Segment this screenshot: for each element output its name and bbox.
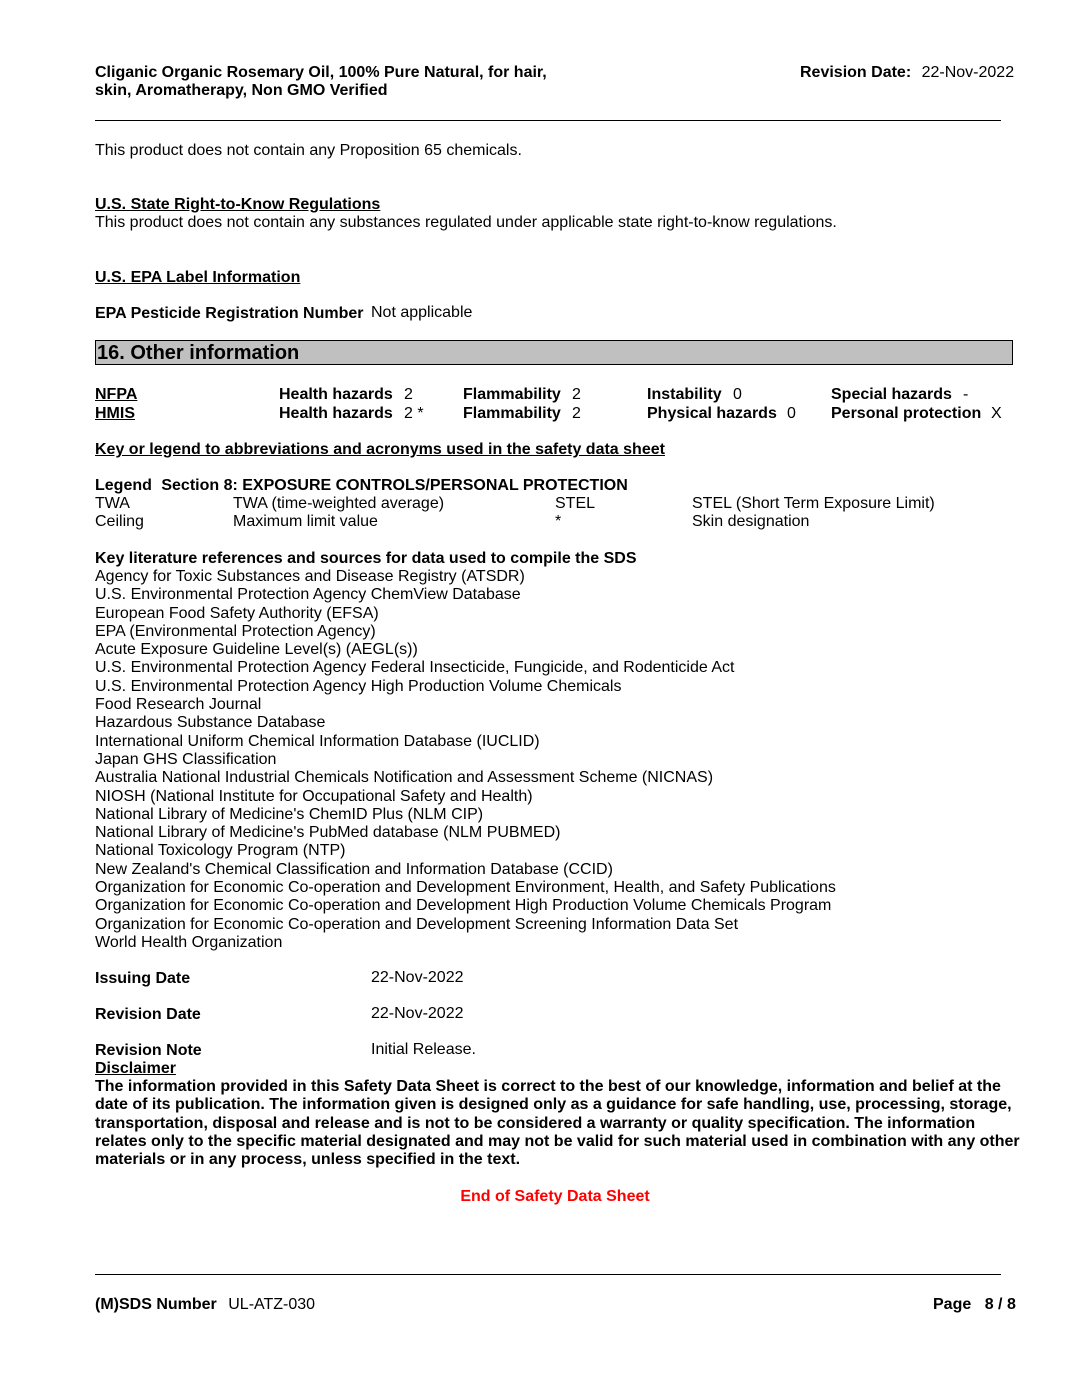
hmis-flammability-label: Flammability <box>463 405 561 422</box>
reference-item: U.S. Environmental Protection Agency Federal Insecticide, Fungicide, and Rodenticide Act <box>95 659 735 677</box>
footer-sds-number <box>95 1296 315 1314</box>
hmis-health-value: 2 * <box>404 405 424 422</box>
product-name-line1: Cliganic Organic Rosemary Oil, 100% Pure Natural, for hair, <box>95 64 547 81</box>
hmis-protection-label: Personal protection <box>831 405 982 422</box>
section-16-title: 16. Other information <box>97 342 300 364</box>
reference-item: National Library of Medicine's PubMed database (NLM PUBMED) <box>95 824 561 842</box>
reference-item: NIOSH (National Institute for Occupational Safety and Health) <box>95 787 533 805</box>
header-divider <box>95 120 1001 121</box>
issuing-date-label: Issuing Date <box>95 970 191 987</box>
reference-item: Australia National Industrial Chemicals Notification and Assessment Scheme (NICNAS) <box>95 769 714 787</box>
reference-item: National Toxicology Program (NTP) <box>95 842 346 860</box>
revision-note-label: Revision Note <box>95 1042 202 1059</box>
header-revision-value: 22-Nov-2022 <box>921 64 1015 81</box>
hmis-physical-value: 0 <box>787 405 796 422</box>
header-revision <box>800 64 1014 82</box>
legend-row-2-abbr: Ceiling <box>95 513 144 530</box>
reference-item: U.S. Environmental Protection Agency High Production Volume Chemicals <box>95 677 622 695</box>
reference-item: Organization for Economic Co-operation and Development High Production Volume Chemicals Program <box>95 897 832 915</box>
epa-label-heading: U.S. EPA Label Information <box>95 269 301 286</box>
prop65-text: This product does not contain any Proposition 65 chemicals. <box>95 142 522 159</box>
legend-row-1-abbr: TWA <box>95 495 130 512</box>
legend-row-2-abbr2: * <box>555 513 562 530</box>
nfpa-instability-label: Instability <box>647 386 722 403</box>
hmis-physical-label: Physical hazards <box>647 405 777 422</box>
end-of-sds: End of Safety Data Sheet <box>460 1188 650 1205</box>
hmis-health-label: Health hazards <box>279 405 393 422</box>
page-number: 8 / 8 <box>984 1296 1016 1313</box>
legend-row-2-desc2: Skin designation <box>692 513 810 530</box>
reference-item: EPA (Environmental Protection Agency) <box>95 622 376 640</box>
reference-item: Agency for Toxic Substances and Disease Registry (ATSDR) <box>95 568 525 585</box>
hmis-label: HMIS <box>95 405 135 422</box>
revision-date-value: 22-Nov-2022 <box>371 1005 464 1022</box>
reference-item: Acute Exposure Guideline Level(s) (AEGL(s)) <box>95 641 418 659</box>
issuing-date-value: 22-Nov-2022 <box>371 969 464 986</box>
reference-item: U.S. Environmental Protection Agency ChemView Database <box>95 586 521 604</box>
legend-row-1-abbr2: STEL <box>555 495 596 512</box>
reference-item: Hazardous Substance Database <box>95 714 326 732</box>
revision-note-value: Initial Release. <box>371 1041 476 1058</box>
reference-item: Japan GHS Classification <box>95 750 277 768</box>
references-list <box>95 568 975 952</box>
nfpa-label: NFPA <box>95 386 138 403</box>
hmis-flammability-value: 2 <box>572 405 581 422</box>
epa-reg-label: EPA Pesticide Registration Number <box>95 305 364 322</box>
reference-item: World Health Organization <box>95 933 283 951</box>
reference-item: International Uniform Chemical Information Database (IUCLID) <box>95 732 540 750</box>
nfpa-special-label: Special hazards <box>831 386 952 403</box>
revision-date-label: Revision Date <box>95 1006 201 1023</box>
disclaimer-heading: Disclaimer <box>95 1060 176 1077</box>
nfpa-flammability-label: Flammability <box>463 386 561 403</box>
reference-item: Food Research Journal <box>95 696 262 714</box>
legend-row-2-desc: Maximum limit value <box>233 513 378 530</box>
legend-row-1-desc: TWA (time-weighted average) <box>233 495 445 512</box>
reference-item: Organization for Economic Co-operation and Development Screening Information Data Set <box>95 915 739 933</box>
state-rtk-heading: U.S. State Right-to-Know Regulations <box>95 196 381 213</box>
reference-item: Organization for Economic Co-operation and Development Environment, Health, and Safety Publications <box>95 879 836 897</box>
nfpa-special-value: - <box>963 386 969 403</box>
references-heading: Key literature references and sources for data used to compile the SDS <box>95 550 637 567</box>
reference-item: National Library of Medicine's ChemID Plus (NLM CIP) <box>95 805 484 823</box>
legend-label: Legend <box>95 477 152 494</box>
disclaimer-text: The information provided in this Safety Data Sheet is correct to the best of our knowledge, information and belief at the date of its publication. The information given is designed only as a guidance for safe handling, use, processing, storage, transportation, disposal and release and is not to be considered a warranty or quality specification. The information relates only to the specific material designated and may not be valid for such material used in combination with any other materials or in any process, unless specified in the text. <box>95 1078 1020 1169</box>
legend-row-1-desc2: STEL (Short Term Exposure Limit) <box>692 495 935 512</box>
product-name-line2: skin, Aromatherapy, Non GMO Verified <box>95 82 388 99</box>
reference-item: European Food Safety Authority (EFSA) <box>95 604 379 622</box>
reference-item: New Zealand's Chemical Classification and Information Database (CCID) <box>95 860 613 878</box>
nfpa-health-value: 2 <box>404 386 413 403</box>
page-label: Page <box>933 1296 972 1313</box>
header-revision-label: Revision Date: <box>800 64 912 81</box>
sds-number-value: UL-ATZ-030 <box>228 1296 316 1313</box>
nfpa-instability-value: 0 <box>733 386 742 403</box>
sds-number-label: (M)SDS Number <box>95 1296 217 1313</box>
legend-section: Section 8: EXPOSURE CONTROLS/PERSONAL PROTECTION <box>161 477 628 494</box>
nfpa-flammability-value: 2 <box>572 386 581 403</box>
key-legend-heading: Key or legend to abbreviations and acronyms used in the safety data sheet <box>95 441 665 458</box>
epa-reg-value: Not applicable <box>371 304 473 321</box>
state-rtk-text: This product does not contain any substances regulated under applicable state right-to-know regulations. <box>95 214 837 231</box>
hmis-protection-value: X <box>991 405 1002 422</box>
footer-divider <box>95 1274 1001 1275</box>
nfpa-health-label: Health hazards <box>279 386 393 403</box>
section-16-header <box>95 340 1013 365</box>
footer-page <box>933 1296 1016 1314</box>
legend-line <box>95 477 628 495</box>
